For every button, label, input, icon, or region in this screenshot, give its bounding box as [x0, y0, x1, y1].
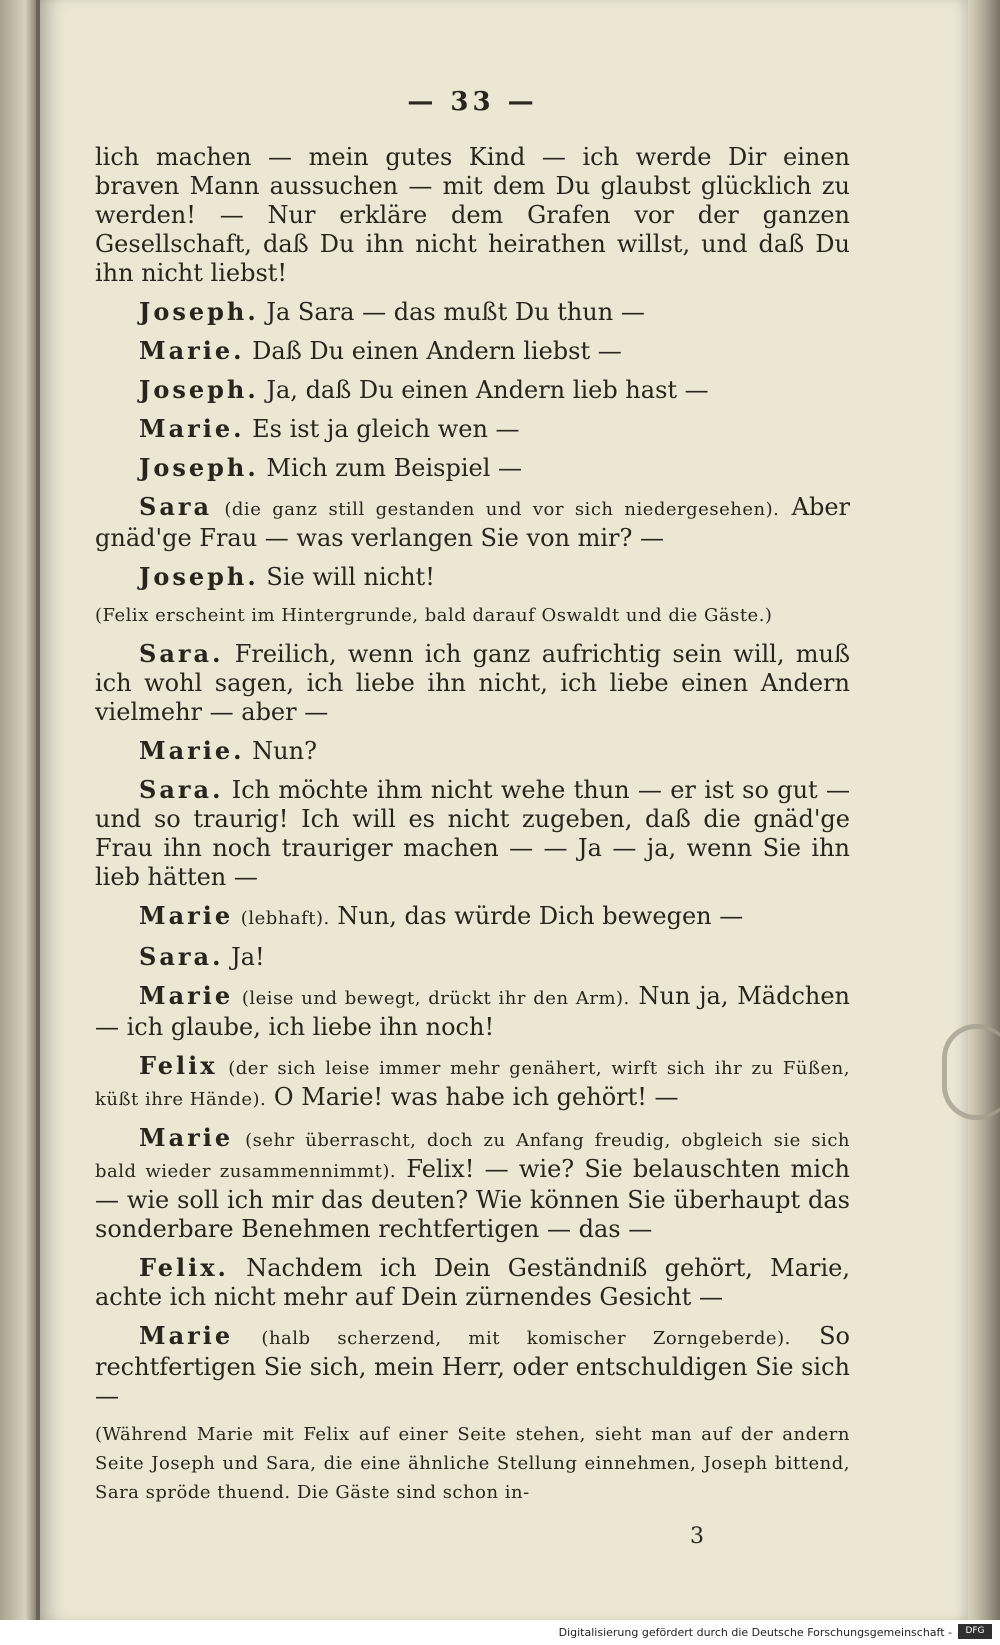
speaker-name: Felix.	[139, 1253, 229, 1282]
inline-stage-direction: (leise und bewegt, drückt ihr den Arm).	[241, 988, 630, 1009]
speaker-name: Sara.	[139, 639, 224, 668]
speaker-name: Marie	[139, 901, 234, 930]
dialogue-text: Nachdem ich Dein Geständniß gehört, Marie, achte ich nicht mehr auf Dein zürnendes Gesicht —	[95, 1254, 850, 1311]
stage-direction-text: (Während Marie mit Felix auf einer Seite stehen, sieht man auf der andern Seite Joseph und Sara, die eine ähnliche Stellung einnehmen, Joseph bittend, Sara spröde thuend. Die Gäste sind schon in-	[95, 1424, 850, 1503]
speaker-name: Sara	[139, 492, 213, 521]
stage-direction-text: (Felix erscheint im Hintergrunde, bald darauf Oswaldt und die Gäste.)	[95, 605, 773, 626]
dialogue-line	[95, 981, 850, 1042]
dialogue-text: Nun ja, Mädchen — ich glaube, ich liebe ihn noch!	[95, 982, 850, 1041]
digitization-credit: Digitalisierung gefördert durch die Deutsche Forschungsgemeinschaft -	[558, 1626, 952, 1639]
dfg-logo: DFG	[958, 1624, 992, 1639]
dialogue-line	[95, 297, 850, 327]
paragraph	[95, 143, 850, 288]
speaker-name: Joseph.	[139, 562, 259, 591]
stage-direction	[95, 601, 850, 630]
dialogue-text: Freilich, wenn ich ganz aufrichtig sein will, muß ich wohl sagen, ich liebe ihn nicht, ich liebe einen Andern vielmehr — aber —	[95, 640, 850, 726]
dialogue-text: Nun, das würde Dich bewegen —	[337, 902, 744, 930]
dialogue-text: Daß Du einen Andern liebst —	[252, 337, 622, 365]
dialogue-text: O Marie! was habe ich gehört! —	[273, 1083, 679, 1111]
dialogue-text: Ja!	[231, 943, 265, 971]
dialogue-line	[95, 414, 850, 444]
dialogue-line	[95, 1051, 850, 1114]
signature-mark: 3	[690, 1524, 704, 1549]
dialogue-line	[95, 639, 850, 727]
speaker-name: Sara.	[139, 775, 224, 804]
speaker-name: Joseph.	[139, 375, 259, 404]
facing-page-edge	[0, 0, 36, 1645]
dialogue-line	[95, 901, 850, 933]
page-number: — 33 —	[407, 87, 538, 117]
inline-stage-direction: (die ganz still gestanden und vor sich niedergesehen).	[224, 499, 780, 520]
dialogue-text: Ja, daß Du einen Andern lieb hast —	[266, 376, 709, 404]
dialogue-line	[95, 453, 850, 483]
dialogue-line	[95, 775, 850, 892]
speaker-name: Joseph.	[139, 297, 259, 326]
stage-direction	[95, 1420, 850, 1507]
speaker-name: Marie	[139, 1321, 234, 1350]
dialogue-text: Nun?	[252, 737, 317, 765]
dialogue-text: Ja Sara — das mußt Du thun —	[266, 298, 645, 326]
speaker-name: Marie	[139, 1123, 234, 1152]
inline-stage-direction: (sehr überrascht, doch zu Anfang freudig, obgleich sie sich bald wieder zusammennimmt).	[95, 1130, 850, 1182]
dialogue-text: Mich zum Beispiel —	[266, 454, 523, 482]
speaker-name: Marie.	[139, 736, 245, 765]
dialogue-line	[95, 942, 850, 972]
inline-stage-direction: (halb scherzend, mit komischer Zorngeberde).	[261, 1328, 791, 1349]
dialogue-text: Es ist ja gleich wen —	[252, 415, 520, 443]
dialogue-line	[95, 336, 850, 366]
dialogue-line	[95, 1321, 850, 1411]
speaker-name: Marie	[139, 981, 234, 1010]
speaker-name: Sara.	[139, 942, 224, 971]
dialogue-text: Felix! — wie? Sie belauschten mich — wie soll ich mir das deuten? Wie können Sie überhaupt das sonderbare Benehmen rechtfertigen — das —	[95, 1155, 850, 1243]
inline-stage-direction: (der sich leise immer mehr genähert, wirft sich ihr zu Füßen, küßt ihre Hände).	[95, 1058, 850, 1110]
dialogue-text: Ich möchte ihm nicht wehe thun — er ist so gut — und so traurig! Ich will es nicht zugeben, daß die gnäd'ge Frau ihn noch trauriger machen — — Ja — ja, wenn Sie ihn lieb hätten —	[95, 776, 850, 891]
speaker-name: Marie.	[139, 336, 245, 365]
dialogue-line	[95, 492, 850, 553]
dialogue-text: Aber gnäd'ge Frau — was verlangen Sie von mir? —	[95, 493, 850, 552]
page-content	[95, 88, 850, 1516]
dialogue-text: So rechtfertigen Sie sich, mein Herr, oder entschuldigen Sie sich —	[95, 1322, 850, 1410]
dialogue-line	[95, 1123, 850, 1244]
paper-clip-mark	[942, 1024, 1000, 1120]
text-body	[95, 143, 850, 1507]
dialogue-line	[95, 375, 850, 405]
dialogue-line	[95, 736, 850, 766]
dialogue-text: Sie will nicht!	[266, 563, 435, 591]
dialogue-line	[95, 562, 850, 592]
page-edge-shadow	[968, 0, 1000, 1620]
speaker-name: Marie.	[139, 414, 245, 443]
dialogue-line	[95, 1253, 850, 1312]
speaker-name: Felix	[139, 1051, 218, 1080]
speaker-name: Joseph.	[139, 453, 259, 482]
inline-stage-direction: (lebhaft).	[240, 908, 330, 929]
paragraph-text: lich machen — mein gutes Kind — ich werde Dir einen braven Mann aussuchen — mit dem Du glaubst glücklich zu werden! — Nur erkläre dem Grafen vor der ganzen Gesellschaft, daß Du ihn nicht heirathen willst, und daß Du ihn nicht liebst!	[95, 143, 850, 287]
